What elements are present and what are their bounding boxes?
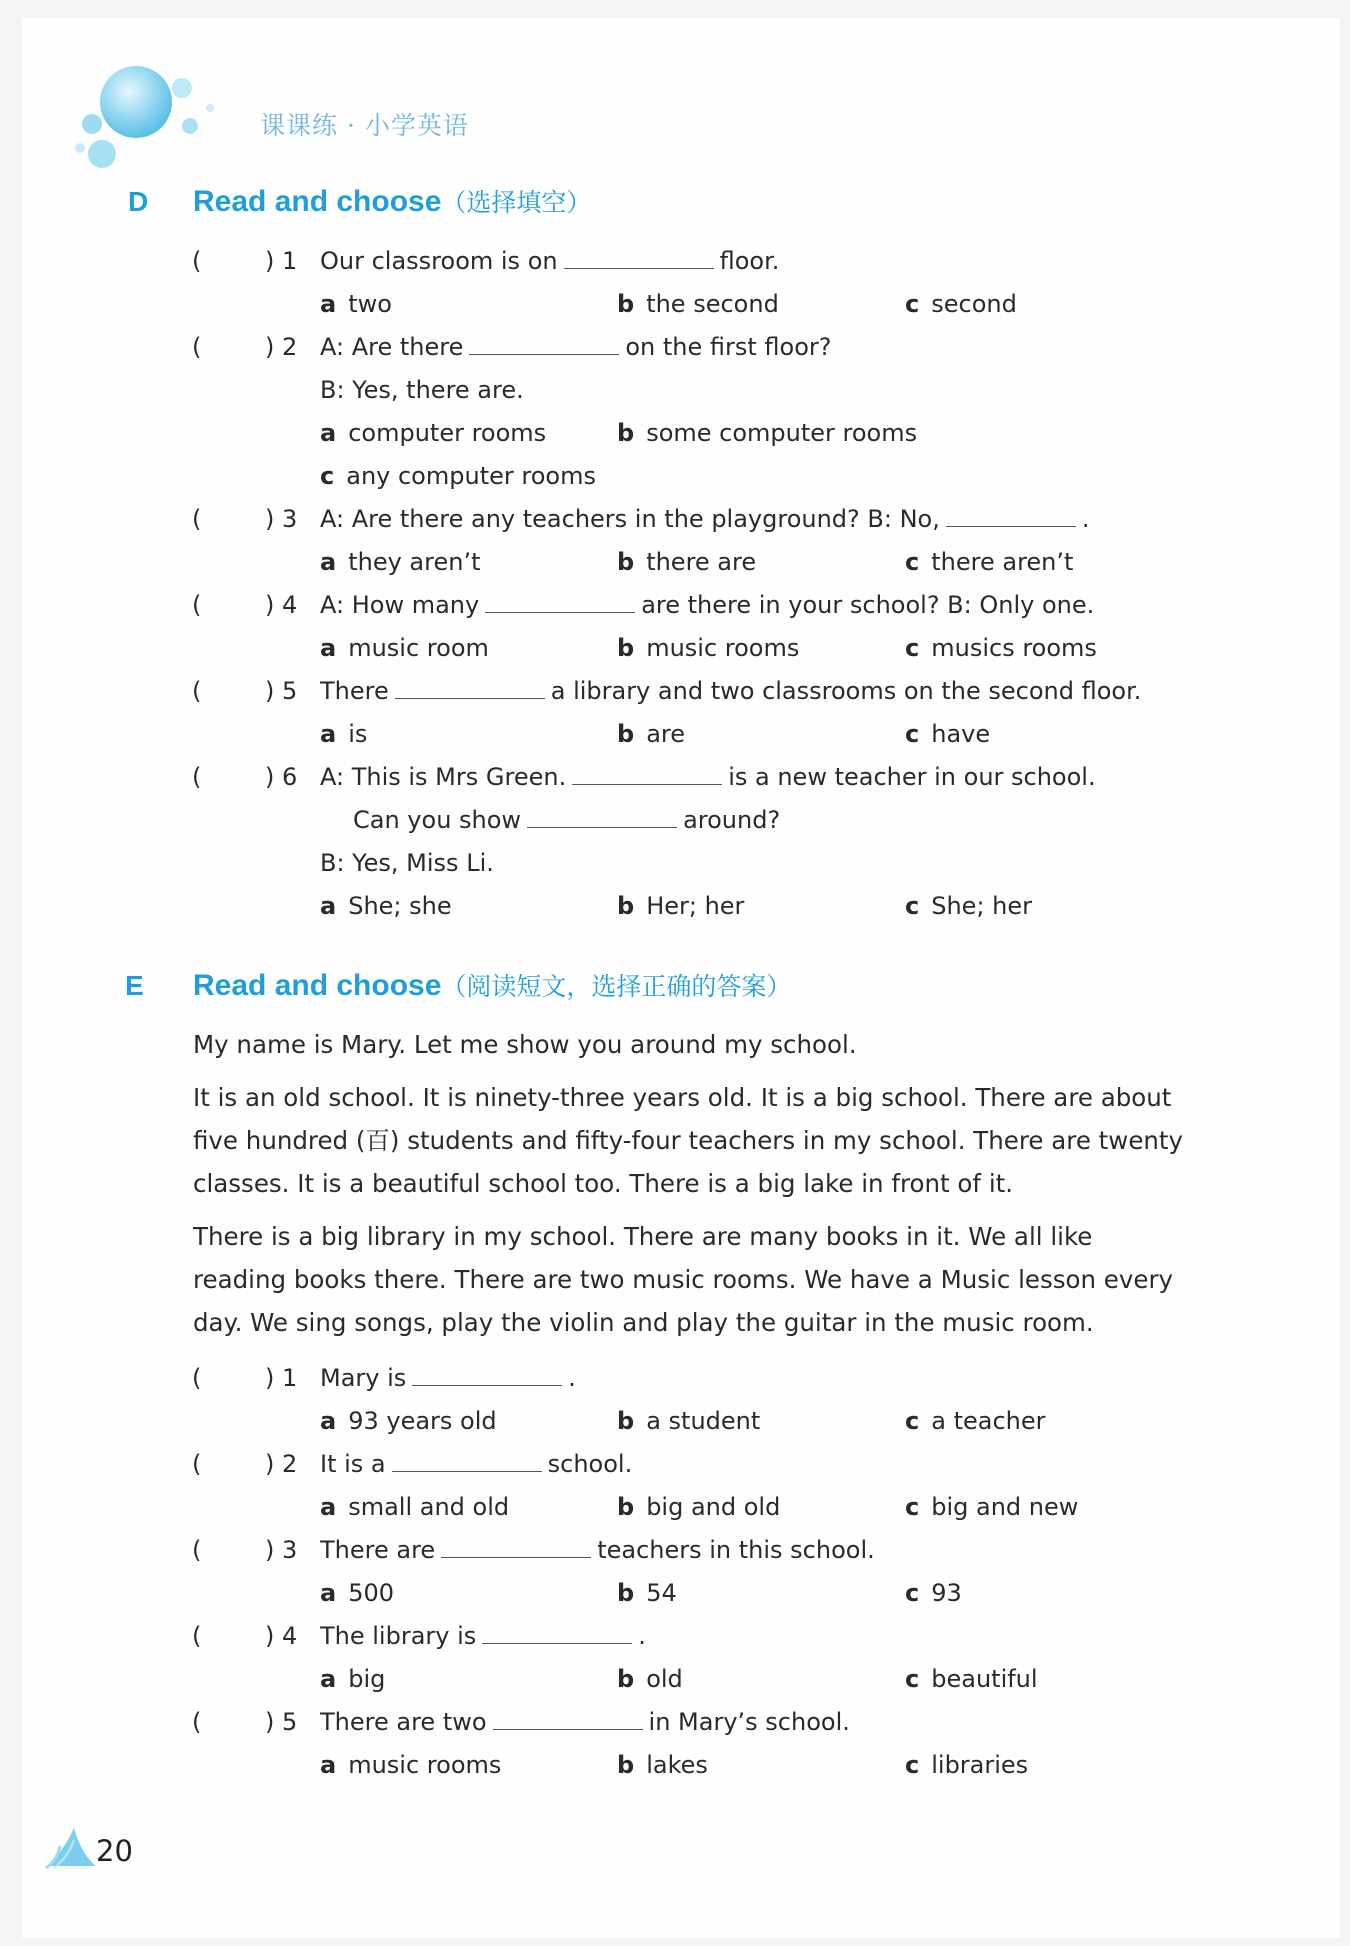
option-letter: a [320,1665,337,1693]
option-b[interactable] [617,1578,677,1608]
answer-bracket[interactable]: ( [192,1536,202,1564]
question-text-part: It is a [320,1450,386,1478]
option-text: beautiful [931,1665,1038,1693]
section-d-letter: D [128,186,149,217]
option-text: She; her [931,892,1033,920]
option-text: music rooms [646,634,800,662]
answer-blank[interactable] [441,1535,591,1558]
option-text: computer rooms [348,419,547,447]
option-b[interactable] [617,633,799,663]
answer-blank[interactable] [469,332,619,355]
option-a[interactable] [320,1492,509,1522]
option-c[interactable] [905,633,1097,663]
answer-bracket[interactable]: ( [192,247,202,275]
question-text-part: Our classroom is on [320,247,558,275]
question-number: ) 2 [265,333,298,361]
reading-paragraph: It is an old school. It is ninety-three years old. It is a big school. There are about five hundred (百) students and fifty-four teachers in my school. There are twenty classes. It is a beautiful school too. There is a big lake in front of it. [193,1083,1184,1198]
answer-bracket[interactable]: ( [192,1450,202,1478]
section-d-title-cn: （选择填空） [441,188,592,217]
question-text-part: . [568,1364,576,1392]
page-number: 20 [96,1834,133,1868]
question-text-part: in Mary’s school. [648,1708,850,1736]
question-text-part: There are two [320,1708,487,1736]
option-a[interactable] [320,1750,501,1780]
option-text: music rooms [348,1751,502,1779]
option-letter: b [617,419,635,447]
option-b[interactable] [617,1750,708,1780]
option-a[interactable] [320,1578,394,1608]
option-letter: a [320,1407,337,1435]
option-letter: b [617,1579,635,1607]
option-text: libraries [931,1751,1029,1779]
question-number: ) 3 [265,505,298,533]
option-text: 93 [931,1579,962,1607]
option-letter: a [320,290,337,318]
option-text: any computer rooms [346,462,596,490]
question-number: ) 2 [265,1450,298,1478]
option-letter: b [617,720,635,748]
option-letter: a [320,1751,337,1779]
option-letter: c [905,1665,920,1693]
question-answer-line: B: Yes, there are. [320,376,524,404]
question-text-part: floor. [719,247,780,275]
option-text: 54 [646,1579,677,1607]
option-text: there aren’t [931,548,1074,576]
question-text-part: There are [320,1536,436,1564]
answer-bracket[interactable]: ( [192,1622,202,1650]
option-text: big and old [646,1493,781,1521]
question-text-part: a library and two classrooms on the second floor. [550,677,1142,705]
option-letter: b [617,548,635,576]
option-text: have [931,720,991,748]
option-text: they aren’t [348,548,481,576]
question-answer-line: B: Yes, Miss Li. [320,849,494,877]
option-b[interactable] [617,418,917,448]
reading-paragraph: There is a big library in my school. There are many books in it. We all like reading books there. There are two music rooms. We have a Music lesson every day. We sing songs, play the violin and play the guitar in the music room. [193,1222,1174,1337]
question-number: ) 3 [265,1536,298,1564]
option-b[interactable] [617,1664,683,1694]
answer-blank[interactable] [572,762,722,785]
option-text: lakes [646,1751,708,1779]
option-text: small and old [348,1493,510,1521]
answer-blank[interactable] [392,1449,542,1472]
answer-bracket[interactable]: ( [192,1364,202,1392]
option-letter: a [320,720,337,748]
option-text: a teacher [931,1407,1046,1435]
question-number: ) 1 [265,1364,298,1392]
option-letter: c [905,548,920,576]
option-text: 93 years old [348,1407,497,1435]
section-d-title-en: Read and choose [193,185,442,218]
option-letter: c [905,720,920,748]
option-text: there are [646,548,757,576]
answer-bracket[interactable]: ( [192,677,202,705]
reading-paragraph: My name is Mary. Let me show you around my school. [193,1030,857,1059]
option-letter: a [320,634,337,662]
question-text-part: around? [683,806,781,834]
workbook-page [22,18,1340,1938]
option-letter: b [617,892,635,920]
option-b[interactable] [617,719,685,749]
option-b[interactable] [617,547,756,577]
option-a[interactable] [320,1664,385,1694]
question-text [320,1707,850,1737]
option-text: big [348,1665,386,1693]
question-text-part: A: Are there any teachers in the playground? B: No, [320,505,940,533]
question-text-part: A: This is Mrs Green. [320,763,567,791]
section-d-title [193,183,591,219]
option-c[interactable] [905,547,1073,577]
option-text: second [931,290,1017,318]
option-c[interactable] [905,1750,1028,1780]
option-letter: c [905,290,920,318]
section-e-title-cn: （阅读短文，选择正确的答案） [441,972,792,1001]
question-number: ) 5 [265,1708,298,1736]
question-text-part: teachers in this school. [597,1536,875,1564]
answer-blank[interactable] [564,246,714,269]
answer-blank[interactable] [482,1621,632,1644]
option-letter: c [320,462,335,490]
option-letter: b [617,1751,635,1779]
option-letter: b [617,1665,635,1693]
question-text [353,805,780,835]
option-letter: a [320,1579,337,1607]
option-text: She; she [348,892,452,920]
question-text-part: The library is [320,1622,477,1650]
answer-blank[interactable] [395,676,545,699]
section-e-letter: E [125,970,144,1001]
option-b[interactable] [617,289,779,319]
question-text-part: are there in your school? B: Only one. [641,591,1095,619]
option-c[interactable] [905,289,1017,319]
option-text: the second [646,290,779,318]
option-text: musics rooms [931,634,1097,662]
option-b[interactable] [617,1406,760,1436]
option-text: two [348,290,392,318]
answer-bracket[interactable]: ( [192,333,202,361]
option-letter: c [905,1493,920,1521]
question-text [320,246,779,276]
option-b[interactable] [617,1492,780,1522]
question-number: ) 4 [265,591,298,619]
option-letter: b [617,290,635,318]
option-text: big and new [931,1493,1079,1521]
question-text [320,1535,875,1565]
answer-blank[interactable] [527,805,677,828]
question-number: ) 6 [265,763,298,791]
question-text-part: on the first floor? [625,333,832,361]
answer-bracket[interactable]: ( [192,1708,202,1736]
option-letter: b [617,634,635,662]
option-c[interactable] [905,1578,962,1608]
option-letter: c [905,892,920,920]
option-a[interactable] [320,418,546,448]
question-text-part: school. [547,1450,633,1478]
question-text-part: . [1081,505,1090,533]
header-title: 课课练 · 小学英语 [260,111,469,140]
question-text-part: is a new teacher in our school. [728,763,1096,791]
leaf-decoration-icon [44,1826,98,1870]
option-letter: b [617,1493,635,1521]
answer-blank[interactable] [493,1707,643,1730]
question-text [320,1621,646,1651]
question-text-part: Can you show [353,806,522,834]
option-b[interactable] [617,891,744,921]
option-a[interactable] [320,719,367,749]
question-text-part: Mary is [320,1364,407,1392]
question-text-part: A: Are there [320,333,464,361]
question-text [320,762,1096,792]
page-header [62,40,562,180]
question-number: ) 4 [265,1622,298,1650]
bubbles-decoration-icon [62,40,262,180]
question-number: ) 5 [265,677,298,705]
question-text [320,590,1094,620]
option-letter: c [905,634,920,662]
answer-bracket[interactable]: ( [192,763,202,791]
option-letter: a [320,892,337,920]
answer-blank[interactable] [485,590,635,613]
section-e-title [193,967,791,1003]
answer-bracket[interactable]: ( [192,591,202,619]
question-number: ) 1 [265,247,298,275]
question-text-part: . [638,1622,646,1650]
option-a[interactable] [320,1406,497,1436]
option-letter: c [905,1407,920,1435]
question-text [320,504,1090,534]
option-letter: c [905,1579,920,1607]
option-c[interactable] [905,1664,1038,1694]
option-c[interactable] [905,1406,1046,1436]
option-c[interactable] [320,461,596,491]
option-c[interactable] [905,719,990,749]
question-text [320,1449,632,1479]
answer-blank[interactable] [412,1363,562,1386]
option-text: some computer rooms [646,419,918,447]
option-a[interactable] [320,633,489,663]
question-text [320,676,1141,706]
option-c[interactable] [905,1492,1078,1522]
answer-blank[interactable] [946,504,1076,527]
option-letter: a [320,548,337,576]
option-text: a student [646,1407,761,1435]
option-text: are [646,720,685,748]
option-letter: a [320,1493,337,1521]
option-text: old [646,1665,683,1693]
option-text: Her; her [646,892,745,920]
option-letter: c [905,1751,920,1779]
option-letter: a [320,419,337,447]
answer-bracket[interactable]: ( [192,505,202,533]
question-text-part: There [320,677,389,705]
question-text-part: A: How many [320,591,480,619]
option-a[interactable] [320,547,480,577]
option-a[interactable] [320,891,452,921]
section-e-title-en: Read and choose [193,969,442,1002]
option-letter: b [617,1407,635,1435]
option-a[interactable] [320,289,392,319]
option-text: music room [348,634,489,662]
option-text: 500 [348,1579,395,1607]
question-text [320,1363,576,1393]
option-text: is [348,720,368,748]
question-text [320,332,832,362]
option-c[interactable] [905,891,1032,921]
